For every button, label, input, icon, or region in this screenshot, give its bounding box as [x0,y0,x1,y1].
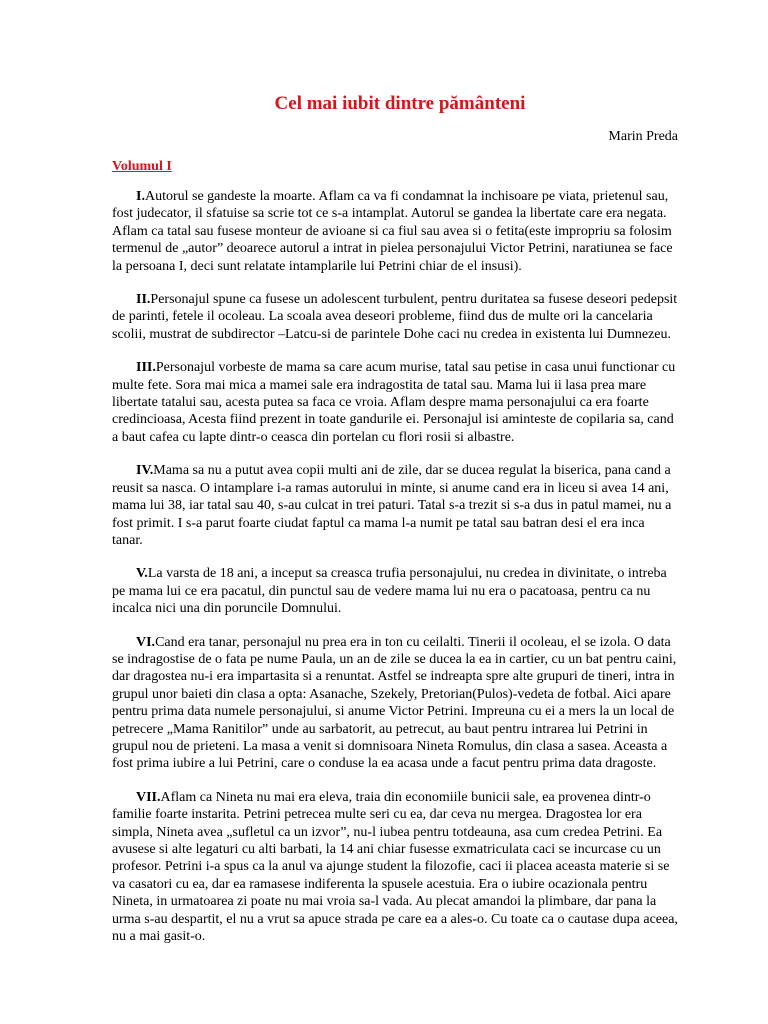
paragraph-number: II. [136,292,151,308]
paragraph-1 [112,188,678,275]
paragraph-2 [112,291,678,343]
paragraph-7 [112,789,678,946]
paragraph-6 [112,634,678,773]
paragraph-text: Autorul se gandeste la moarte. Aflam ca va fi condamnat la inchisoare pe viata, prietenul sau, fost judecator, il sfatuise sa scrie tot ce s-a intamplat. Autorul se gandea la libertate care era negata. Aflam ca tatal sau fusese monteur de avioane si ca fiul sau avea si o fetita(este impropriu sa folosim termenul de „autor” deoarece autorul a intrat in pielea personajului Victor Petrini, naratiunea se face la persoana I, deci sunt relatate intamplarile lui Petrini chiar de el insusi). [112,189,673,274]
paragraph-number: VI. [136,634,156,650]
paragraph-number: IV. [136,463,154,479]
document-title: Cel mai iubit dintre pământeni [274,93,526,114]
paragraph-text: Cand era tanar, personajul nu prea era in ton cu ceilalti. Tinerii il ocoleau, el se izola. O data se indragostise de o fata pe nume Paula, un an de zile se ducea la ea in cartier, cu un bat pentru caini, dar dragostea nu-i era impartasita si a renuntat. Astfel se indreapta spre alte grupuri de tineri, intra in grupul unor baieti din clasa a opta: Asanache, Szekely, Pretorian(Pulos)-vedeta de fotbal. Aici apare pentru prima data numele personajului, si anume Victor Petrini. Impreuna cu ei a mers la un local de petrecere „Mama Ranitilor” unde au sarbatorit, au petrecut, au baut pentru intrarea lui Petrini in grupul nou de prieteni. La masa a venit si domnisoara Nineta Romulus, din clasa a sasea. Aceasta a fost prima iubire a lui Petrini, care o conduse la ea acasa unde a facut pentru prima data dragoste. [112,634,677,772]
paragraph-number: III. [136,360,156,376]
paragraph-text: Personajul spune ca fusese un adolescent turbulent, pentru duritatea sa fusese deseori pedepsit de parinti, fetele il ocoleau. La scoala avea deseori probleme, fiind dus de multe ori la cancelaria scolii, mustrat de subdirector –Latcu-si de parintele Dohe caci nu credea in existenta lui Dumnezeu. [112,292,678,342]
volume-heading: Volumul I [112,159,172,174]
paragraph-text: Mama sa nu a putut avea copii multi ani de zile, dar se ducea regulat la biserica, pana cand a reusit sa nasca. O intamplare i-a ramas autorului in minte, si anume cand era in liceu si avea 14 ani, mama lui 38, iar tatal sau 40, s-au culcat in trei paturi. Tatal s-a trezit si s-a dus in patul mamei, nu a fost primit. I s-a parut foarte ciudat faptul ca mama l-a numit pe tatal sau batran desi el era inca tanar. [112,463,672,548]
paragraph-text: Aflam ca Nineta nu mai era eleva, traia din economiile bunicii sale, ea provenea dintr-o familie foarte instarita. Petrini petrecea multe seri cu ea, dar ceva nu mergea. Dragostea lor era simpla, Nineta avea „sufletul ca un izvor”, nu-l iubea pentru totdeauna, asa cum credea Petrini. Ea avusese si alte legaturi cu alti barbati, la 14 ani chiar fusesse exmatriculata caci se incurcase cu un profesor. Petrini i-a spus ca la anul va ajunge student la filozofie, caci ii placea aceasta materie si se va casatori cu ea, dar ea ramasese indiferenta la spusele acestuia. Era o iubire ocazionala pentru Nineta, in urmatoarea zi poate nu mai vroia sa-l vada. Au plecat amandoi la plimbare, dar pana la urma s-au despartit, el nu a vrut sa apuce strada pe care ea a ales-o. Cu toate ca o cautase dupa aceea, nu a mai gasit-o. [112,789,678,945]
paragraph-text: Personajul vorbeste de mama sa care acum murise, tatal sau petise in casa unui functionar cu multe fete. Sora mai mica a mamei sale era indragostita de tatal sau. Mama lui ii lasa prea mare libertate tatalui sau, acesta putea sa faca ce vroia. Aflam despre mama personajului ca era foarte credincioasa, Acesta fiind prezent in toate gandurile ei. Personajul isi aminteste de copilaria sa, cand a baut cafea cu lapte dintr-o ceasca din portelan cu flori rosii si albastre. [112,360,676,445]
paragraph-number: I. [136,189,145,204]
paragraph-text: La varsta de 18 ani, a inceput sa creasca trufia personajului, nu credea in divinitate, o intreba pe mama lui ce era pacatul, din punctul sau de vedere mama lui nu era o pacatoasa, pentru ca nu incalca nici una din poruncile Domnului. [112,566,667,617]
paragraph-5 [112,565,678,617]
paragraph-3 [112,359,678,446]
paragraph-number: VII. [136,789,161,805]
paragraph-number: V. [136,566,148,582]
paragraph-4 [112,462,678,549]
author-name: Marin Preda [608,129,678,144]
